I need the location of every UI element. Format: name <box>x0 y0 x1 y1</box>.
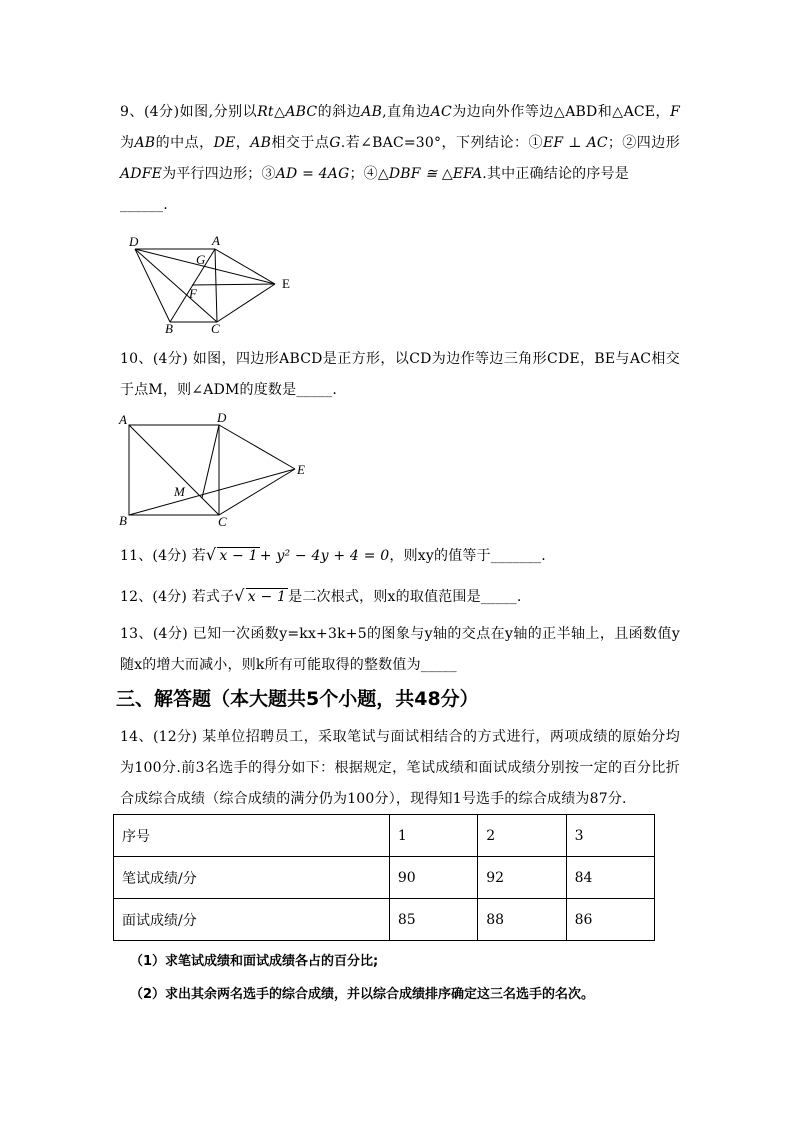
label-A: A <box>119 412 127 427</box>
table-cell: 笔试成绩/分 <box>114 857 390 899</box>
q9-math: G <box>329 135 341 151</box>
table-cell: 88 <box>478 899 566 941</box>
label-C: C <box>218 514 227 529</box>
q9-text: ， <box>235 135 251 151</box>
q11-text: 11、(4分) 若 <box>120 548 206 564</box>
question-10 <box>120 344 680 406</box>
q13-text: 13、(4分) 已知一次函数y=kx+3k+5的图象与y轴的交点在y轴的正半轴上，且函数值y随x的增大而减小，则k所有可能取得的整数值为_____ <box>120 626 680 673</box>
figure-q9 <box>125 232 305 337</box>
edge-DB <box>135 249 170 322</box>
label-B: B <box>165 321 173 336</box>
q9-math: AD = 4AG <box>275 166 350 182</box>
label-M: M <box>174 484 185 499</box>
q12-text: 12、(4分) 若式子 <box>120 589 235 605</box>
table-row <box>114 815 655 857</box>
question-11 <box>120 539 680 572</box>
table-row <box>114 857 655 899</box>
q9-text: 9、(4分)如图,分别以 <box>120 104 258 120</box>
q9-math: AB <box>134 135 156 151</box>
q9-text: 的中点， <box>155 135 214 151</box>
question-14 <box>120 722 680 815</box>
edge-AE <box>215 249 275 284</box>
edge-CE <box>219 469 295 515</box>
q9-text: 为平行四边形；③ <box>162 166 276 182</box>
q9-text: 相交于点 <box>271 135 330 151</box>
edge-CE <box>217 284 275 322</box>
answer-blank: ______. <box>120 197 168 213</box>
q9-text: 为边向外作等边△ABD和△ACE， <box>451 104 671 120</box>
table-row <box>114 899 655 941</box>
q9-math: △DBF ≅ △EFA <box>377 166 483 182</box>
question-13 <box>120 619 680 681</box>
table-cell: 序号 <box>114 815 390 857</box>
q9-text: ；②四边形 <box>607 135 680 151</box>
q9-math: DE <box>213 135 236 151</box>
q9-math: EF ⊥ AC <box>542 135 608 151</box>
label-E: E <box>282 276 290 291</box>
q11-equation: + y² − 4y + 4 = 0 <box>259 548 390 564</box>
q9-math: ADFE <box>120 166 163 182</box>
question-9 <box>120 97 680 221</box>
q9-math: AC <box>430 104 452 120</box>
table-cell: 面试成绩/分 <box>114 899 390 941</box>
label-E: E <box>297 462 305 477</box>
table-cell: 90 <box>389 857 477 899</box>
table-cell: 3 <box>566 815 654 857</box>
edge-AC <box>215 249 217 322</box>
q14-subquestion-1: （1）求笔试成绩和面试成绩各占的百分比; <box>130 954 379 969</box>
label-F: F <box>189 286 197 301</box>
label-D: D <box>129 234 139 249</box>
question-12 <box>120 580 680 613</box>
diagonal-AC <box>129 425 219 515</box>
label-C: C <box>211 321 220 336</box>
table-cell: 86 <box>566 899 654 941</box>
q9-math: F <box>670 104 680 120</box>
table-cell: 92 <box>478 857 566 899</box>
label-A: A <box>212 233 220 248</box>
table-cell: 85 <box>389 899 477 941</box>
label-B: B <box>119 513 127 528</box>
q9-text: .若∠BAC=30°，下列结论：① <box>340 135 543 151</box>
edge-FE <box>192 284 275 285</box>
figure-q10 <box>115 408 315 530</box>
q9-math: Rt△ABC <box>257 104 318 120</box>
q14-text: 14、(12分) 某单位招聘员工，采取笔试与面试相结合的方式进行，两项成绩的原始分均为100分.前3名选手的得分如下：根据规定，笔试成绩和面试成绩分别按一定的百分比折合成综合成绩（综合成绩的满分仍为100分），现得知1号选手的综合成绩为87分. <box>120 729 680 807</box>
sqrt-sign: √ <box>205 545 217 564</box>
sqrt-sign: √ <box>234 586 245 605</box>
edge-DE <box>219 425 295 469</box>
q9-math: AB <box>250 135 272 151</box>
q9-text: .其中正确结论的序号是 <box>482 166 629 182</box>
q10-text: 10、(4分) 如图，四边形ABCD是正方形，以CD为边作等边三角形CDE，BE与AC相交于点M，则∠ADM的度数是_____. <box>120 351 680 398</box>
q11-text: ，则xy的值等于_______. <box>389 548 546 564</box>
label-D: D <box>217 410 227 425</box>
q12-radicand: x − 1 <box>247 589 287 605</box>
table-cell: 1 <box>389 815 477 857</box>
q9-text: ,直角边 <box>382 104 431 120</box>
q11-radicand: x − 1 <box>219 548 258 564</box>
q9-math: AB <box>361 104 383 120</box>
edge-DM <box>202 425 219 498</box>
score-table <box>113 814 655 941</box>
table-cell: 84 <box>566 857 654 899</box>
table-cell: 2 <box>478 815 566 857</box>
label-G: G <box>196 252 206 267</box>
q9-text: 的斜边 <box>317 104 362 120</box>
q14-subquestion-2: （2）求出其余两名选手的综合成绩，并以综合成绩排序确定这三名选手的名次。 <box>130 987 595 1002</box>
q12-text: 是二次根式，则x的取值范围是_____. <box>288 589 522 605</box>
section-title: 三、解答题（本大题共5个小题，共48分） <box>116 688 479 710</box>
q9-text: ；④ <box>349 166 378 182</box>
q9-text: 为 <box>120 135 135 151</box>
